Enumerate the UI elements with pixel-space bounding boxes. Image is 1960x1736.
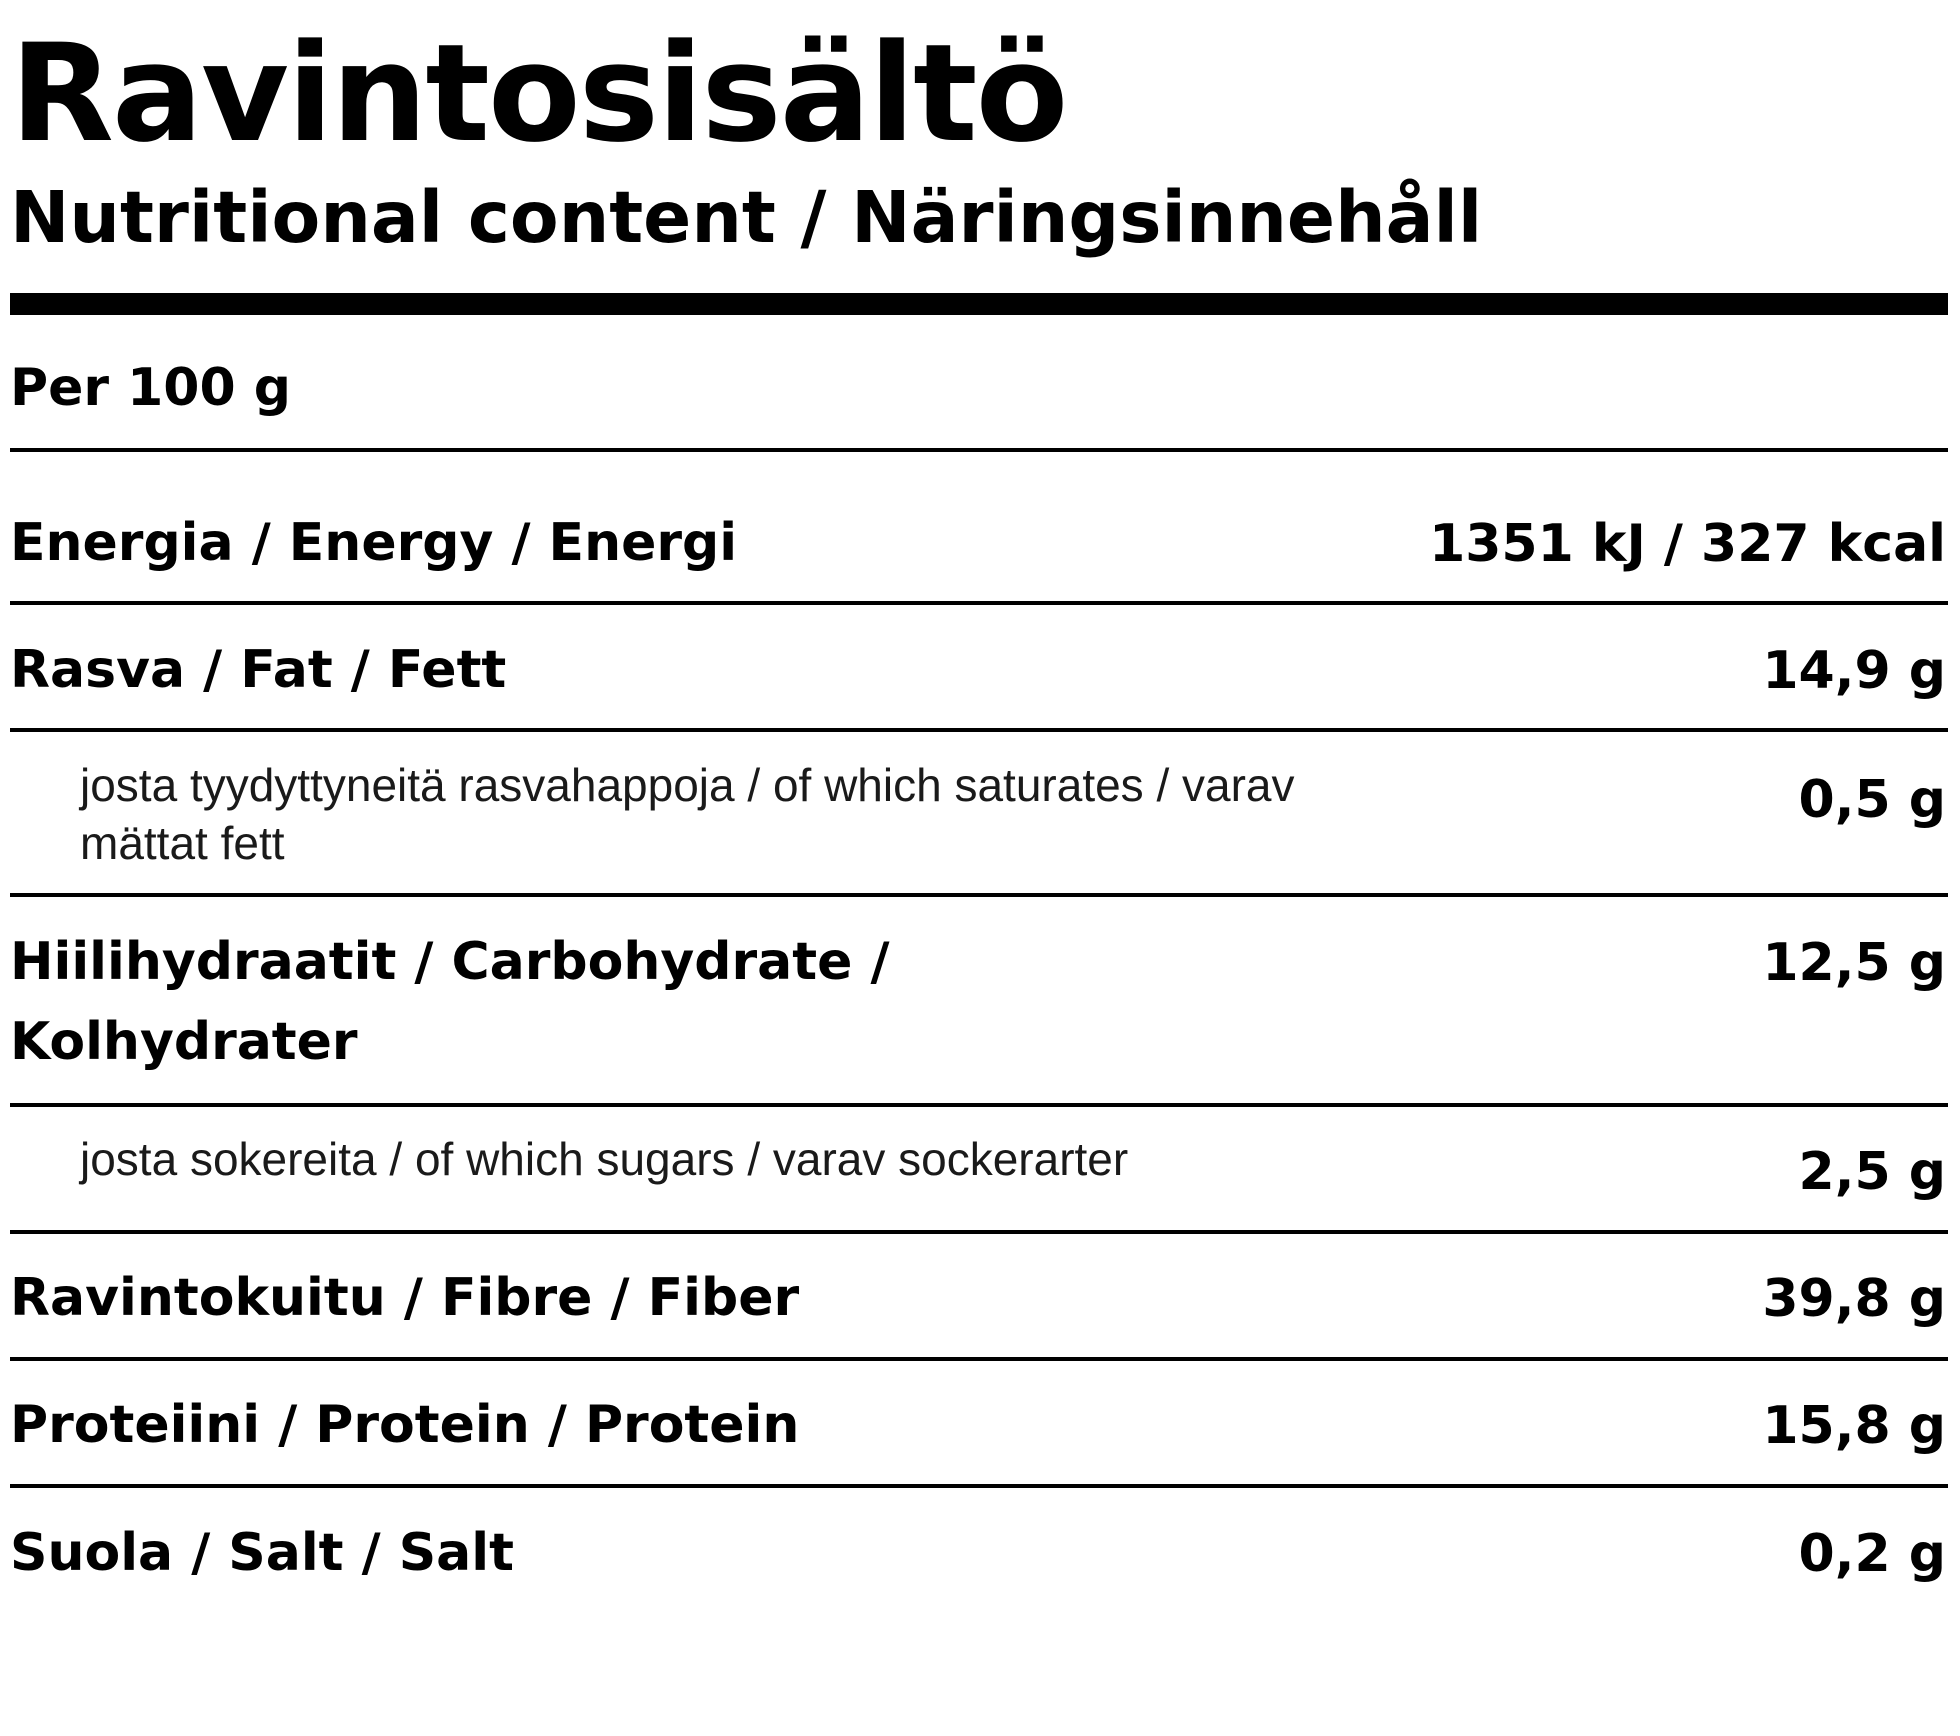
per-100g-heading: Per 100 g xyxy=(10,358,291,418)
energy-label: Energia / Energy / Energi xyxy=(10,513,738,573)
label-title: Ravintosisältö xyxy=(10,15,1067,172)
salt-label: Suola / Salt / Salt xyxy=(10,1523,514,1583)
fat-label: Rasva / Fat / Fett xyxy=(10,640,507,700)
divider xyxy=(10,728,1948,732)
thick-divider xyxy=(10,293,1948,315)
saturates-label: josta tyydyttyneitä rasvahappoja / of which saturates / varav mättat fett xyxy=(80,759,1295,869)
fibre-value: 39,8 g xyxy=(1762,1269,1946,1329)
protein-label: Proteiini / Protein / Protein xyxy=(10,1395,800,1455)
saturates-value: 0,5 g xyxy=(1798,770,1946,830)
divider xyxy=(10,1357,1948,1361)
carbohydrate-value: 12,5 g xyxy=(1762,933,1946,993)
divider xyxy=(10,1484,1948,1488)
label-subtitle: Nutritional content / Näringsinnehåll xyxy=(10,176,1483,259)
salt-value: 0,2 g xyxy=(1798,1524,1946,1584)
fibre-label: Ravintokuitu / Fibre / Fiber xyxy=(10,1268,800,1328)
protein-value: 15,8 g xyxy=(1762,1396,1946,1456)
sugars-value: 2,5 g xyxy=(1798,1142,1946,1202)
divider xyxy=(10,448,1948,452)
divider xyxy=(10,601,1948,605)
divider xyxy=(10,1103,1948,1107)
energy-value: 1351 kJ / 327 kcal xyxy=(1429,514,1946,574)
fat-value: 14,9 g xyxy=(1762,641,1946,701)
sugars-label: josta sokereita / of which sugars / varav sockerarter xyxy=(80,1133,1129,1185)
divider xyxy=(10,1230,1948,1234)
divider xyxy=(10,893,1948,897)
carbohydrate-label: Hiilihydraatit / Carbohydrate / Kolhydrater xyxy=(10,932,890,1072)
